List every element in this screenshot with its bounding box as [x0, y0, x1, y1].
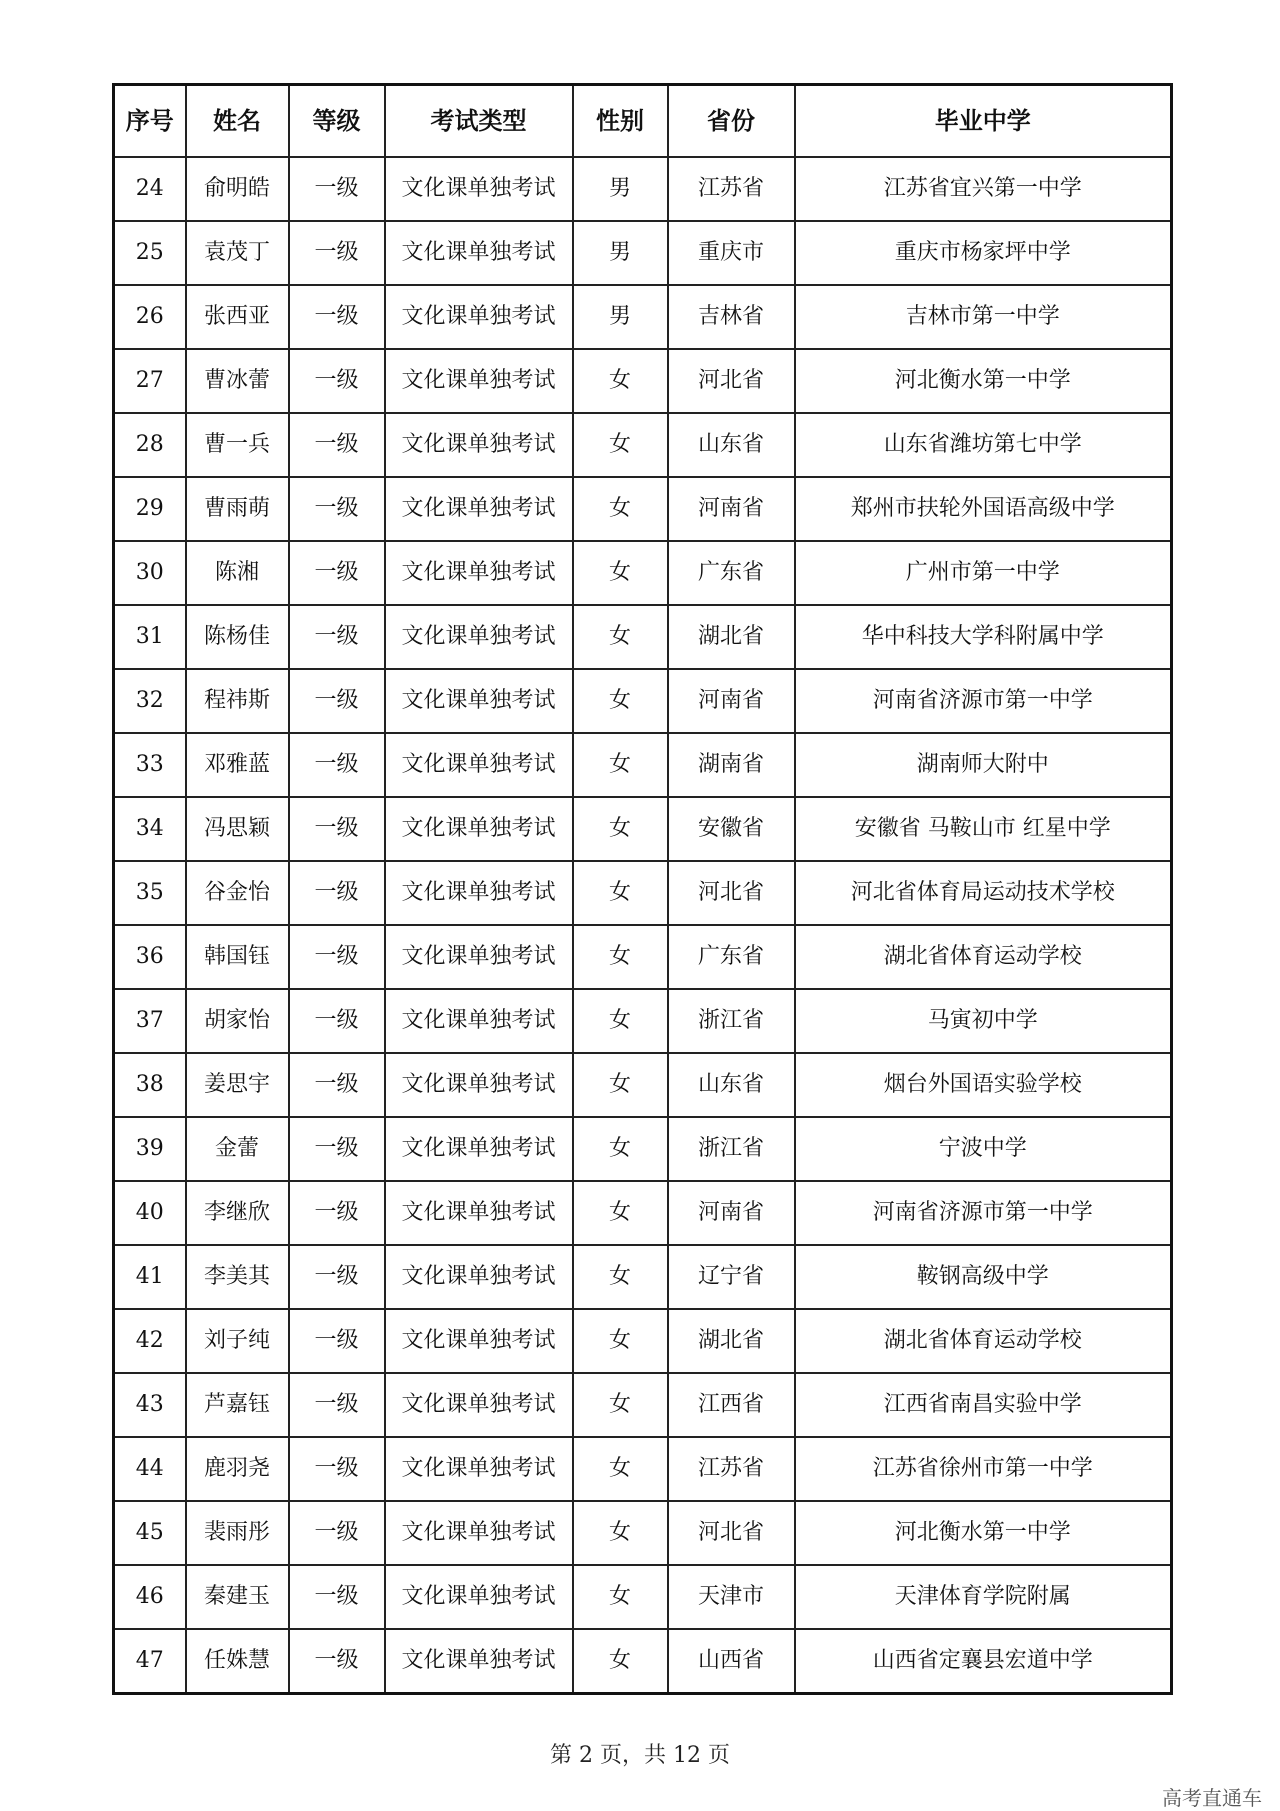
table-row [114, 1309, 1172, 1373]
cell-gender: 女 [573, 797, 668, 861]
cell-gender: 女 [573, 1181, 668, 1245]
cell-exam-type: 文化课单独考试 [385, 1053, 573, 1117]
cell-exam-type: 文化课单独考试 [385, 733, 573, 797]
table-row [114, 733, 1172, 797]
cell-name: 韩国钰 [186, 925, 289, 989]
cell-exam-type: 文化课单独考试 [385, 1181, 573, 1245]
cell-level: 一级 [289, 285, 385, 349]
table-row [114, 477, 1172, 541]
cell-exam-type: 文化课单独考试 [385, 1501, 573, 1565]
cell-gender: 女 [573, 541, 668, 605]
cell-province: 河北省 [668, 349, 795, 413]
cell-province: 天津市 [668, 1565, 795, 1629]
cell-index: 34 [114, 797, 186, 861]
cell-exam-type: 文化课单独考试 [385, 1309, 573, 1373]
cell-name: 曹一兵 [186, 413, 289, 477]
cell-school: 吉林市第一中学 [795, 285, 1172, 349]
cell-name: 曹冰蕾 [186, 349, 289, 413]
page-number: 第 2 页，共 12 页 [550, 1743, 730, 1768]
cell-gender: 女 [573, 477, 668, 541]
cell-gender: 女 [573, 349, 668, 413]
cell-level: 一级 [289, 221, 385, 285]
cell-name: 张西亚 [186, 285, 289, 349]
cell-school: 河北衡水第一中学 [795, 1501, 1172, 1565]
cell-gender: 女 [573, 1437, 668, 1501]
table-row [114, 989, 1172, 1053]
cell-name: 芦嘉钰 [186, 1373, 289, 1437]
cell-gender: 女 [573, 1373, 668, 1437]
cell-province: 山东省 [668, 1053, 795, 1117]
table-row [114, 413, 1172, 477]
cell-gender: 男 [573, 285, 668, 349]
cell-exam-type: 文化课单独考试 [385, 669, 573, 733]
cell-province: 江苏省 [668, 157, 795, 221]
cell-index: 44 [114, 1437, 186, 1501]
cell-school: 重庆市杨家坪中学 [795, 221, 1172, 285]
cell-province: 河南省 [668, 1181, 795, 1245]
cell-school: 江西省南昌实验中学 [795, 1373, 1172, 1437]
table-row [114, 925, 1172, 989]
cell-index: 42 [114, 1309, 186, 1373]
cell-gender: 女 [573, 605, 668, 669]
cell-index: 45 [114, 1501, 186, 1565]
cell-level: 一级 [289, 989, 385, 1053]
cell-exam-type: 文化课单独考试 [385, 285, 573, 349]
cell-province: 河北省 [668, 861, 795, 925]
cell-index: 29 [114, 477, 186, 541]
cell-exam-type: 文化课单独考试 [385, 1565, 573, 1629]
cell-name: 姜思宇 [186, 1053, 289, 1117]
cell-name: 冯思颖 [186, 797, 289, 861]
cell-province: 河南省 [668, 669, 795, 733]
cell-gender: 女 [573, 925, 668, 989]
cell-level: 一级 [289, 1181, 385, 1245]
cell-name: 李继欣 [186, 1181, 289, 1245]
cell-level: 一级 [289, 157, 385, 221]
header-name: 姓名 [186, 85, 289, 158]
cell-level: 一级 [289, 669, 385, 733]
cell-gender: 女 [573, 1117, 668, 1181]
cell-index: 39 [114, 1117, 186, 1181]
cell-name: 秦建玉 [186, 1565, 289, 1629]
cell-province: 浙江省 [668, 1117, 795, 1181]
cell-province: 辽宁省 [668, 1245, 795, 1309]
header-school: 毕业中学 [795, 85, 1172, 158]
header-index: 序号 [114, 85, 186, 158]
cell-level: 一级 [289, 1053, 385, 1117]
cell-name: 陈湘 [186, 541, 289, 605]
cell-exam-type: 文化课单独考试 [385, 157, 573, 221]
cell-province: 河南省 [668, 477, 795, 541]
cell-gender: 女 [573, 1245, 668, 1309]
cell-level: 一级 [289, 1309, 385, 1373]
cell-school: 广州市第一中学 [795, 541, 1172, 605]
cell-level: 一级 [289, 1245, 385, 1309]
table-row [114, 1181, 1172, 1245]
cell-gender: 女 [573, 861, 668, 925]
cell-name: 鹿羽尧 [186, 1437, 289, 1501]
table-row [114, 797, 1172, 861]
table-row [114, 1245, 1172, 1309]
cell-level: 一级 [289, 1629, 385, 1694]
header-row [114, 85, 1172, 158]
cell-index: 38 [114, 1053, 186, 1117]
cell-index: 47 [114, 1629, 186, 1694]
cell-name: 谷金怡 [186, 861, 289, 925]
cell-exam-type: 文化课单独考试 [385, 1245, 573, 1309]
cell-gender: 女 [573, 1501, 668, 1565]
table-row [114, 541, 1172, 605]
cell-index: 31 [114, 605, 186, 669]
cell-school: 山东省潍坊第七中学 [795, 413, 1172, 477]
cell-index: 27 [114, 349, 186, 413]
cell-level: 一级 [289, 733, 385, 797]
cell-level: 一级 [289, 861, 385, 925]
cell-gender: 女 [573, 669, 668, 733]
cell-school: 河南省济源市第一中学 [795, 669, 1172, 733]
cell-exam-type: 文化课单独考试 [385, 989, 573, 1053]
cell-gender: 女 [573, 1565, 668, 1629]
table-row [114, 1117, 1172, 1181]
cell-name: 程祎斯 [186, 669, 289, 733]
cell-level: 一级 [289, 1437, 385, 1501]
cell-index: 36 [114, 925, 186, 989]
cell-level: 一级 [289, 797, 385, 861]
header-level: 等级 [289, 85, 385, 158]
cell-exam-type: 文化课单独考试 [385, 861, 573, 925]
cell-name: 俞明皓 [186, 157, 289, 221]
cell-level: 一级 [289, 349, 385, 413]
cell-province: 江苏省 [668, 1437, 795, 1501]
cell-index: 40 [114, 1181, 186, 1245]
cell-province: 江西省 [668, 1373, 795, 1437]
table-row [114, 285, 1172, 349]
cell-exam-type: 文化课单独考试 [385, 1373, 573, 1437]
cell-gender: 女 [573, 1053, 668, 1117]
cell-level: 一级 [289, 1565, 385, 1629]
cell-gender: 女 [573, 1629, 668, 1694]
cell-school: 郑州市扶轮外国语高级中学 [795, 477, 1172, 541]
cell-province: 山西省 [668, 1629, 795, 1694]
cell-school: 鞍钢高级中学 [795, 1245, 1172, 1309]
cell-exam-type: 文化课单独考试 [385, 797, 573, 861]
cell-index: 35 [114, 861, 186, 925]
table-row [114, 349, 1172, 413]
cell-index: 30 [114, 541, 186, 605]
cell-level: 一级 [289, 541, 385, 605]
cell-province: 安徽省 [668, 797, 795, 861]
cell-school: 湖北省体育运动学校 [795, 1309, 1172, 1373]
cell-gender: 女 [573, 413, 668, 477]
watermark-text: 高考直通车 [1162, 1786, 1262, 1810]
cell-name: 任姝慧 [186, 1629, 289, 1694]
table-row [114, 1629, 1172, 1694]
table-row [114, 1565, 1172, 1629]
cell-province: 湖北省 [668, 605, 795, 669]
cell-name: 李美其 [186, 1245, 289, 1309]
cell-school: 江苏省宜兴第一中学 [795, 157, 1172, 221]
roster-table [112, 83, 1173, 1695]
cell-gender: 女 [573, 733, 668, 797]
cell-gender: 女 [573, 1309, 668, 1373]
cell-index: 25 [114, 221, 186, 285]
cell-school: 山西省定襄县宏道中学 [795, 1629, 1172, 1694]
cell-level: 一级 [289, 477, 385, 541]
cell-exam-type: 文化课单独考试 [385, 541, 573, 605]
cell-province: 广东省 [668, 541, 795, 605]
cell-index: 26 [114, 285, 186, 349]
cell-school: 河北省体育局运动技术学校 [795, 861, 1172, 925]
header-exam-type: 考试类型 [385, 85, 573, 158]
cell-exam-type: 文化课单独考试 [385, 925, 573, 989]
cell-school: 江苏省徐州市第一中学 [795, 1437, 1172, 1501]
cell-index: 24 [114, 157, 186, 221]
cell-province: 浙江省 [668, 989, 795, 1053]
cell-province: 重庆市 [668, 221, 795, 285]
cell-index: 41 [114, 1245, 186, 1309]
cell-index: 46 [114, 1565, 186, 1629]
cell-exam-type: 文化课单独考试 [385, 221, 573, 285]
cell-exam-type: 文化课单独考试 [385, 1629, 573, 1694]
cell-level: 一级 [289, 605, 385, 669]
cell-school: 天津体育学院附属 [795, 1565, 1172, 1629]
cell-exam-type: 文化课单独考试 [385, 1117, 573, 1181]
cell-exam-type: 文化课单独考试 [385, 413, 573, 477]
cell-school: 宁波中学 [795, 1117, 1172, 1181]
cell-name: 刘子纯 [186, 1309, 289, 1373]
cell-index: 28 [114, 413, 186, 477]
cell-gender: 男 [573, 157, 668, 221]
cell-school: 安徽省 马鞍山市 红星中学 [795, 797, 1172, 861]
cell-province: 湖北省 [668, 1309, 795, 1373]
table-row [114, 157, 1172, 221]
table-row [114, 1373, 1172, 1437]
cell-province: 湖南省 [668, 733, 795, 797]
cell-exam-type: 文化课单独考试 [385, 349, 573, 413]
cell-name: 陈杨佳 [186, 605, 289, 669]
cell-gender: 男 [573, 221, 668, 285]
cell-school: 河北衡水第一中学 [795, 349, 1172, 413]
cell-index: 33 [114, 733, 186, 797]
table-row [114, 861, 1172, 925]
table-row [114, 221, 1172, 285]
cell-school: 湖南师大附中 [795, 733, 1172, 797]
cell-name: 邓雅蓝 [186, 733, 289, 797]
cell-school: 烟台外国语实验学校 [795, 1053, 1172, 1117]
table-row [114, 605, 1172, 669]
cell-level: 一级 [289, 413, 385, 477]
cell-exam-type: 文化课单独考试 [385, 605, 573, 669]
cell-level: 一级 [289, 925, 385, 989]
cell-index: 43 [114, 1373, 186, 1437]
table-row [114, 669, 1172, 733]
cell-level: 一级 [289, 1117, 385, 1181]
cell-index: 37 [114, 989, 186, 1053]
header-gender: 性别 [573, 85, 668, 158]
header-province: 省份 [668, 85, 795, 158]
table-row [114, 1053, 1172, 1117]
table-row [114, 1437, 1172, 1501]
cell-name: 袁茂丁 [186, 221, 289, 285]
cell-school: 河南省济源市第一中学 [795, 1181, 1172, 1245]
cell-school: 马寅初中学 [795, 989, 1172, 1053]
cell-index: 32 [114, 669, 186, 733]
table-row [114, 1501, 1172, 1565]
cell-province: 河北省 [668, 1501, 795, 1565]
cell-school: 湖北省体育运动学校 [795, 925, 1172, 989]
cell-name: 胡家怡 [186, 989, 289, 1053]
cell-gender: 女 [573, 989, 668, 1053]
cell-province: 广东省 [668, 925, 795, 989]
cell-name: 金蕾 [186, 1117, 289, 1181]
cell-level: 一级 [289, 1373, 385, 1437]
table-body [114, 157, 1172, 1694]
cell-province: 山东省 [668, 413, 795, 477]
cell-exam-type: 文化课单独考试 [385, 1437, 573, 1501]
cell-exam-type: 文化课单独考试 [385, 477, 573, 541]
cell-level: 一级 [289, 1501, 385, 1565]
cell-name: 曹雨萌 [186, 477, 289, 541]
cell-school: 华中科技大学科附属中学 [795, 605, 1172, 669]
cell-name: 裴雨彤 [186, 1501, 289, 1565]
cell-province: 吉林省 [668, 285, 795, 349]
